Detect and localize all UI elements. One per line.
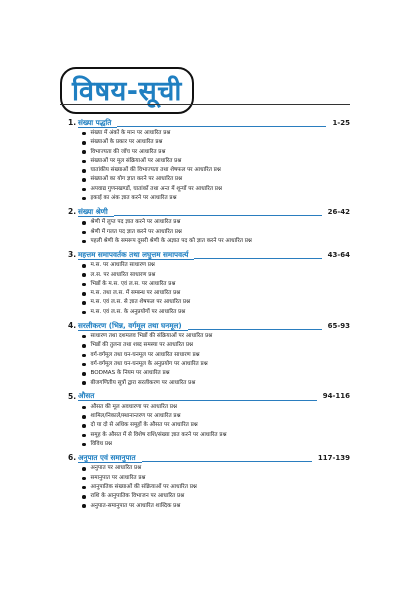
bullet-icon [82, 150, 86, 154]
section-heading[interactable] [68, 320, 350, 331]
list-item [82, 289, 350, 298]
section-title: संख्या श्रेणी [78, 207, 114, 217]
topic-text: श्रेणी में गलत पद ज्ञात करने पर आधारित प्रश्न [90, 228, 182, 235]
list-item [82, 237, 350, 246]
bullet-icon [82, 354, 86, 358]
topic-text: ल.स. पर आधारित साधारण प्रश्न [90, 271, 156, 278]
list-item [82, 175, 350, 184]
topic-text: विविध प्रश्न [90, 441, 112, 448]
bullet-icon [82, 335, 86, 339]
topic-text: संख्याओं का योग ज्ञात करने पर आधारित प्रश्न [90, 176, 183, 183]
bullet-icon [82, 283, 86, 287]
section-number: 5. [68, 391, 77, 401]
bullet-icon [82, 160, 86, 164]
list-item [82, 261, 350, 270]
list-item [82, 403, 350, 412]
list-item [82, 464, 350, 473]
list-item [82, 379, 350, 388]
list-item [82, 218, 350, 227]
bullet-icon [82, 504, 86, 508]
bullet-icon [82, 486, 86, 490]
topic-text: समूह के औसत में से विशेष राशि/संख्या ज्ञात करने पर आधारित प्रश्न [90, 431, 227, 438]
topic-text: वर्ग-वर्गमूल तथा घन-घनमूल के अनुप्रयोग पर आधारित प्रश्न [90, 360, 208, 367]
list-item [82, 308, 350, 317]
section-heading[interactable] [68, 249, 350, 260]
list-item [82, 228, 350, 237]
bullet-icon [82, 381, 86, 385]
toc-section [68, 452, 350, 510]
section-underline [142, 461, 312, 462]
list-item [82, 332, 350, 341]
list-item [82, 483, 350, 492]
topic-text: पहली श्रेणी के समरूप दूसरी श्रेणी के अज्ञात पद को ज्ञात करने पर आधारित प्रश्न [90, 237, 252, 244]
topic-text: श्रेणी में लुप्त पद ज्ञात करने पर आधारित प्रश्न [90, 219, 181, 226]
section-title: सरलीकरण (भिन्न, वर्गमूल तथा घनमूल) [78, 321, 188, 331]
list-item [82, 412, 350, 421]
section-heading[interactable] [68, 452, 350, 463]
bullet-icon [82, 495, 86, 499]
section-heading[interactable] [68, 391, 350, 402]
list-item [82, 185, 350, 194]
bullet-icon [82, 240, 86, 244]
bullet-icon [82, 363, 86, 367]
section-number: 2. [68, 207, 77, 217]
topic-text: अनुपात-समानुपात पर आधारित शाब्दिक प्रश्न [90, 502, 181, 509]
bullet-icon [82, 169, 86, 173]
bullet-icon [82, 264, 86, 268]
toc-section [68, 117, 350, 203]
topic-text: वर्ग-वर्गमूल तथा घन-घनमूल पर आधारित साधारण प्रश्न [90, 351, 200, 358]
section-underline [194, 258, 321, 259]
section-title: संख्या पद्धति [78, 118, 117, 128]
section-number: 4. [68, 321, 77, 331]
bullet-icon [82, 141, 86, 145]
section-topic-list [68, 129, 350, 203]
bullet-icon [82, 344, 86, 348]
list-item [82, 271, 350, 280]
topic-text: संख्याओं के प्रकार पर आधारित प्रश्न [90, 139, 163, 146]
topic-text: म.स. पर आधारित साधारण प्रश्न [90, 262, 155, 269]
list-item [82, 431, 350, 440]
topic-text: भिन्नों के म.स. एवं ल.स. पर आधारित प्रश्न [90, 280, 176, 287]
topic-text: BODMAS के नियम पर आधारित प्रश्न [90, 370, 170, 377]
section-page-range: 117-139 [317, 453, 350, 462]
section-topic-list [68, 464, 350, 510]
bullet-icon [82, 424, 86, 428]
topic-text: म.स. एवं ल.स. के अनुप्रयोगों पर आधारित प्रश्न [90, 308, 186, 315]
section-topic-list [68, 403, 350, 449]
list-item [82, 474, 350, 483]
toc-section [68, 391, 350, 449]
topic-text: दो या दो से अधिक समूहों के औसत पर आधारित प्रश्न [90, 422, 198, 429]
topic-text: भिन्नों की तुलना तथा शब्द समस्या पर आधारित प्रश्न [90, 342, 193, 349]
topic-text: औसत की मूल अवधारणा पर आधारित प्रश्न [90, 403, 177, 410]
topic-text: अपवाद्य गुणनखण्डों, घातांकों तथा अन्त में शून्यों पर आधारित प्रश्न [90, 185, 222, 192]
bullet-icon [82, 301, 86, 305]
topic-text: संख्याओं पर मूल संक्रियाओं पर आधारित प्रश्न [90, 157, 182, 164]
topic-text: इकाई का अंक ज्ञात करने पर आधारित प्रश्न [90, 195, 177, 202]
bullet-icon [82, 443, 86, 447]
section-page-range: 43-64 [327, 250, 350, 259]
list-item [82, 298, 350, 307]
list-item [82, 360, 350, 369]
bullet-icon [82, 372, 86, 376]
section-title: महत्तम समापवर्तक तथा लघुत्तम समापवर्त्य [78, 250, 194, 260]
topic-text: म.स. तथा ल.स. में सम्बन्ध पर आधारित प्रश्न [90, 290, 181, 297]
section-topic-list [68, 261, 350, 317]
bullet-icon [82, 273, 86, 277]
toc-section [68, 206, 350, 246]
section-title: अनुपात एवं समानुपात [78, 453, 142, 463]
bullet-icon [82, 221, 86, 225]
section-topic-list [68, 332, 350, 388]
topic-text: आनुपातिक संख्याओं की संक्रियाओं पर आधारित प्रश्न [90, 483, 197, 490]
section-underline [114, 215, 322, 216]
section-heading[interactable] [68, 117, 350, 128]
list-item [82, 138, 350, 147]
bullet-icon [82, 406, 86, 410]
section-page-range: 26-42 [327, 207, 350, 216]
list-item [82, 194, 350, 203]
topic-text: शामिल/निकाले/स्थानान्तरण पर आधारित प्रश्न [90, 413, 181, 420]
toc-title-box [60, 67, 194, 114]
section-topic-list [68, 218, 350, 246]
bullet-icon [82, 188, 86, 192]
list-item [82, 351, 350, 360]
bullet-icon [82, 477, 86, 481]
toc-title-wrap [60, 67, 194, 114]
topic-text: राशि के आनुपातिक विभाजन पर आधारित प्रश्न [90, 493, 185, 500]
list-item [82, 492, 350, 501]
topic-text: साधारण तथा दशमलव भिन्नों की संक्रियाओं पर आधारित प्रश्न [90, 333, 213, 340]
bullet-icon [82, 292, 86, 296]
bullet-icon [82, 467, 86, 471]
section-underline [100, 400, 316, 401]
list-item [82, 166, 350, 175]
topic-text: बीजगणितीय सूत्रों द्वारा सरलीकरण पर आधारित प्रश्न [90, 379, 196, 386]
section-page-range: 1-25 [332, 118, 350, 127]
bullet-icon [82, 434, 86, 438]
section-underline [188, 329, 322, 330]
section-page-range: 65-93 [327, 321, 350, 330]
section-number: 3. [68, 250, 77, 260]
topic-text: घातांकीय संख्याओं की विभाज्यता तथा शेषफल पर आधारित प्रश्न [90, 167, 221, 174]
list-item [82, 280, 350, 289]
title-divider [60, 104, 350, 105]
bullet-icon [82, 231, 86, 235]
list-item [82, 421, 350, 430]
toc-section [68, 320, 350, 388]
topic-text: विभाज्यता की जाँच पर आधारित प्रश्न [90, 148, 166, 155]
list-item [82, 502, 350, 511]
list-item [82, 148, 350, 157]
list-item [82, 157, 350, 166]
section-page-range: 94-116 [322, 392, 350, 401]
section-number: 1. [68, 118, 77, 127]
section-title: औसत [78, 391, 100, 401]
topic-text: म.स. एवं ल.स. से ज्ञात शेषफल पर आधारित प्रश्न [90, 299, 191, 306]
page-title: विषय-सूची [72, 76, 182, 107]
list-item [82, 440, 350, 449]
topic-text: अनुपात पर आधारित प्रश्न [90, 465, 142, 472]
list-item [82, 129, 350, 138]
bullet-icon [82, 178, 86, 182]
bullet-icon [82, 415, 86, 419]
toc-sections [68, 117, 350, 514]
bullet-icon [82, 311, 86, 315]
toc-section [68, 249, 350, 317]
topic-text: समानुपात पर आधारित प्रश्न [90, 474, 146, 481]
topic-text: संख्या में अंकों के मान पर आधारित प्रश्न [90, 130, 171, 136]
section-underline [117, 126, 326, 127]
bullet-icon [82, 132, 86, 136]
bullet-icon [82, 197, 86, 201]
list-item [82, 369, 350, 378]
list-item [82, 341, 350, 350]
section-heading[interactable] [68, 206, 350, 217]
section-number: 6. [68, 453, 77, 463]
